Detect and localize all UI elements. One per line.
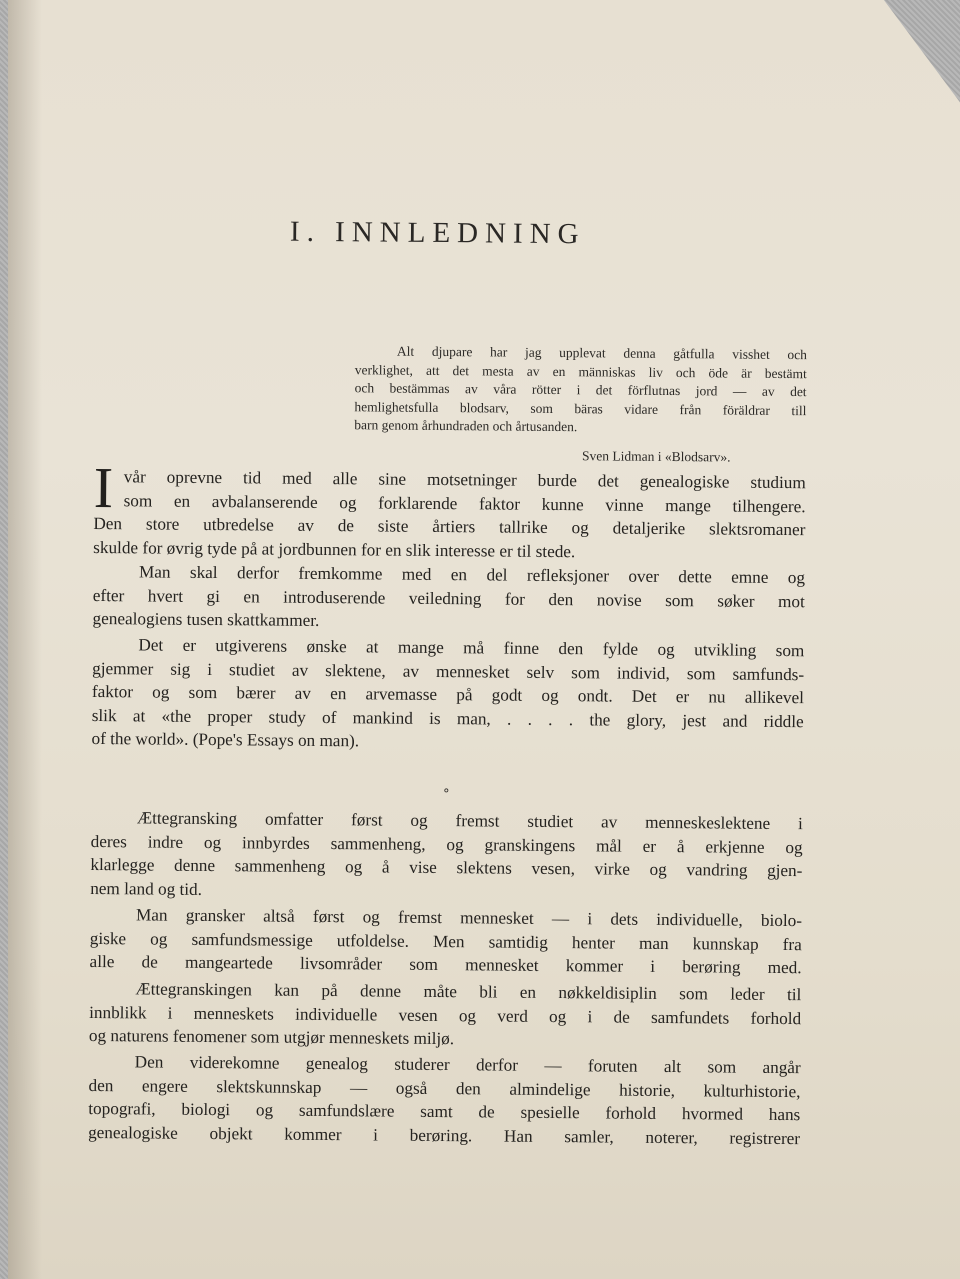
text-line: topografi, biologi og samfundslære samt de spesielle forhold hvormed hans xyxy=(88,1099,801,1125)
text-line: nem land og tid. xyxy=(90,878,203,899)
text-line: Det er utgiverens ønske at mange må finne den fylde og utvikling som xyxy=(138,635,805,661)
paragraph xyxy=(90,806,803,907)
text-line: gjemmer sig i studiet av slektene, av mennesket selv som individ, som samfunds- xyxy=(92,658,805,684)
text-line: of the world». (Pope's Essays on man). xyxy=(91,729,360,751)
epigraph-line: barn genom århundraden och årtusanden. xyxy=(354,417,578,435)
paragraph xyxy=(89,977,802,1054)
text-line: Den store utbredelse av de siste årtiers tallrike og detaljerike slektsromaner xyxy=(93,514,806,540)
text-line: den engere slektskunnskap — også den almindelige historie, kulturhistorie, xyxy=(88,1075,801,1101)
paragraph xyxy=(91,633,804,757)
paragraph xyxy=(90,903,803,980)
text-line: innblikk i menneskets individuelle vesen og verd og i de samfundets forhold xyxy=(89,1002,802,1028)
epigraph xyxy=(354,342,807,439)
text-line: klarlegge denne sammenheng og å vise slektens vesen, virke og vandring gjen- xyxy=(90,855,803,881)
epigraph-line: Alt djupare har jag upplevat denna gåtfulla visshet och xyxy=(396,343,807,363)
epigraph-attribution: Sven Lidman i «Blodsarv». xyxy=(581,448,731,465)
text-line: Ættegranskingen kan på denne måte bli en nøkkeldisiplin som leder til xyxy=(135,979,802,1005)
text-line: efter hvert gi en introduserende veiledning for den novise som søker mot xyxy=(92,585,805,611)
text-line: giske og samfundsmessige utfoldelse. Men samtidig henter man kunnskap fra xyxy=(89,928,802,954)
paragraph xyxy=(88,1050,801,1151)
drop-cap: I xyxy=(93,454,114,521)
text-line: slik at «the proper study of mankind is man, . . . . the glory, jest and riddle xyxy=(91,705,804,731)
text-line: Man gransker altså først og fremst mennesket — i dets individuelle, biolo- xyxy=(135,905,803,931)
text-line: Den viderekomne genealog studerer derfor — foruten alt som angår xyxy=(134,1052,801,1078)
section-separator: ° xyxy=(443,787,450,803)
text-line: Ættegransking omfatter først og fremst studiet av menneskeslektene i xyxy=(136,808,803,834)
text-line: alle de mangeartede livsområder som mennesket kommer i berøring med. xyxy=(89,952,802,978)
text-line: skulde for øvrig tyde på at jordbunnen for en slik interesse er til stede. xyxy=(93,537,576,561)
epigraph-line: hemlighetsfulla blodsarv, som bäras vidare från föräldrar till xyxy=(354,399,807,418)
epigraph-line: och bestämmas av våra rötter i det förflutnas jord — av det xyxy=(354,380,807,400)
text-line: genealogiske objekt kommer i berøring. Han samler, noterer, registrerer xyxy=(88,1122,801,1148)
text-line: som en avbalanserende og forklarende faktor kunne vinne mange tilhengere. xyxy=(123,490,806,516)
text-line: faktor og som bærer av en arvemasse på godt og ondt. Det er nu allikevel xyxy=(91,682,805,708)
epigraph-line: verklighet, att det mesta av en människas liv och öde är bestämt xyxy=(354,361,807,381)
text-line: vår oprevne tid med alle sine motsetninger burde det genealogiske studium xyxy=(123,467,806,493)
chapter-title: I. INNLEDNING xyxy=(289,215,586,251)
text-line: genealogiens tusen skattkammer. xyxy=(92,609,320,631)
text-line: Man skal derfor fremkomme med en del refleksjoner over dette emne og xyxy=(138,562,806,588)
page-gutter-shadow xyxy=(8,0,42,1279)
paragraph xyxy=(92,560,805,637)
text-line: og naturens fenomener som utgjør menneskets miljø. xyxy=(88,1026,455,1049)
text-line: deres indre og innbyrdes sammenheng, og granskingens mål er å erkjenne og xyxy=(90,831,803,857)
